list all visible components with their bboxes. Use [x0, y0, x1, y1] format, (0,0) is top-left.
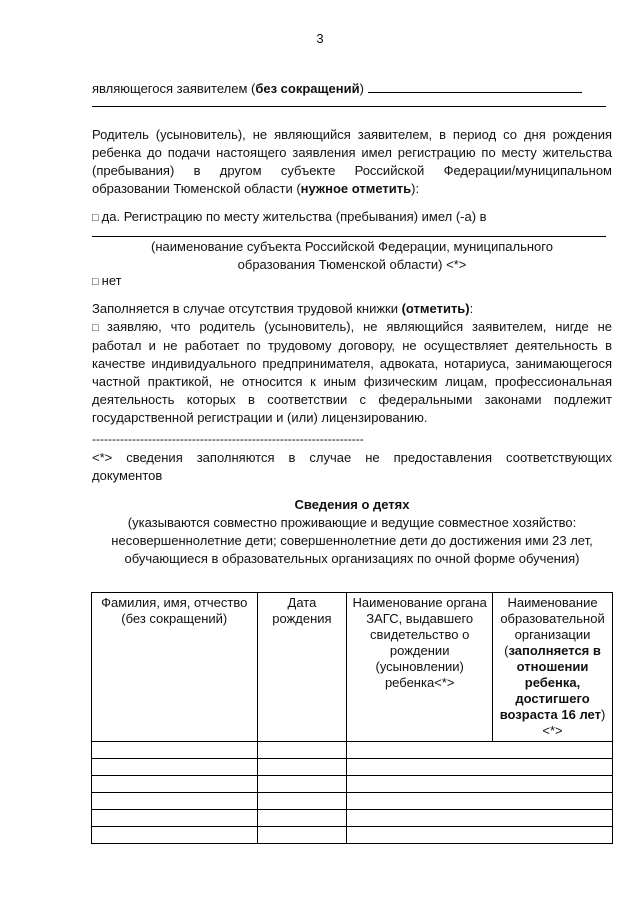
- table-row: [92, 742, 613, 759]
- parent-registration-paragraph: [92, 126, 612, 198]
- header-educational-org: [493, 593, 613, 742]
- applicant-line-text: являющегося заявителем (: [92, 81, 256, 96]
- table-cell[interactable]: [347, 810, 613, 827]
- subject-caption: (наименование субъекта Российской Федерации, муниципального образования Тюменской области) <*>: [151, 239, 553, 272]
- applicant-name-field[interactable]: [368, 78, 582, 93]
- applicant-line-bold: без сокращений: [255, 81, 360, 96]
- table-row: [92, 810, 613, 827]
- option-no-text: нет: [101, 273, 122, 288]
- no-workbook-close: :: [469, 301, 474, 316]
- table-cell[interactable]: [92, 776, 258, 793]
- children-section-title: Сведения о детях: [294, 497, 410, 512]
- applicant-name-field-continued[interactable]: [92, 106, 606, 107]
- table-cell[interactable]: [347, 776, 613, 793]
- children-table: [91, 592, 613, 844]
- option-no: [92, 272, 612, 291]
- header-educational-org-prefix: Наименование образовательной организации (: [500, 595, 605, 658]
- table-cell[interactable]: [92, 759, 258, 776]
- parent-registration-bold: нужное отметить: [300, 181, 412, 196]
- table-cell[interactable]: [257, 810, 347, 827]
- option-yes: [92, 208, 612, 227]
- checkbox-yes[interactable]: □: [92, 212, 99, 224]
- table-cell[interactable]: [257, 793, 347, 810]
- no-workbook-line: [92, 300, 612, 318]
- subject-name-field[interactable]: [92, 236, 606, 237]
- table-cell[interactable]: [257, 827, 347, 844]
- table-cell[interactable]: [257, 776, 347, 793]
- table-cell[interactable]: [92, 742, 258, 759]
- declaration-text: заявляю, что родитель (усыновитель), не являющийся заявителем, нигде не работал и не работает по трудовому договору, не осуществляет деятельность в качестве индивидуального предпринимателя, адвоката, нотариуса, занимающегося частной практикой, не относится к иным физическим лицам, профессиональная деятельность которых в соответствии с федеральными законами подлежит государственной регистрации и (или) лицензированию.: [92, 319, 612, 425]
- parent-registration-text: Родитель (усыновитель), не являющийся заявителем, в период со дня рождения ребенка до подачи настоящего заявления имел регистрацию по месту жительства (пребывания) в другом субъекте Российской Федерации/муниципальном образовании Тюменской области (: [92, 127, 612, 196]
- footnote: <*> сведения заполняются в случае не предоставления соответствующих документов: [92, 450, 612, 483]
- table-cell[interactable]: [92, 793, 258, 810]
- parent-registration-close: ):: [411, 181, 420, 196]
- declaration-paragraph: [92, 318, 612, 427]
- header-educational-org-suffix: )<*>: [542, 707, 606, 738]
- table-cell[interactable]: [347, 759, 613, 776]
- table-cell[interactable]: [347, 742, 613, 759]
- option-yes-text: да. Регистрацию по месту жительства (пребывания) имел (-а) в: [101, 209, 487, 224]
- header-birth-date: Дата рождения: [257, 593, 347, 742]
- table-header-row: [92, 593, 613, 742]
- page-number: 3: [316, 31, 324, 46]
- table-cell[interactable]: [92, 827, 258, 844]
- table-cell[interactable]: [347, 793, 613, 810]
- table-row: [92, 827, 613, 844]
- header-full-name: Фамилия, имя, отчество (без сокращений): [92, 593, 258, 742]
- no-workbook-text: Заполняется в случае отсутствия трудовой книжки: [92, 301, 402, 316]
- checkbox-declaration[interactable]: □: [92, 322, 104, 334]
- table-cell[interactable]: [92, 810, 258, 827]
- table-cell[interactable]: [347, 827, 613, 844]
- header-educational-org-bold: заполняется в отношении ребенка, достигшего возраста 16 лет: [499, 643, 601, 722]
- footnote-separator: --------------------------------------------------------------------: [92, 432, 364, 446]
- header-registry-office: Наименование органа ЗАГС, выдавшего свидетельство о рождении (усыновлении) ребенка<*>: [347, 593, 493, 742]
- checkbox-no[interactable]: □: [92, 276, 99, 288]
- no-workbook-bold: (отметить): [401, 301, 470, 316]
- table-cell[interactable]: [257, 742, 347, 759]
- table-row: [92, 776, 613, 793]
- applicant-line: [92, 78, 612, 98]
- applicant-line-close: ): [359, 81, 364, 96]
- children-section-subtitle: (указываются совместно проживающие и ведущие совместное хозяйство: несовершеннолетние дети; совершеннолетние дети до достижения ими 23 лет, обучающиеся в образовательных организациях по очной форме обучения): [111, 515, 593, 566]
- table-row: [92, 759, 613, 776]
- table-cell[interactable]: [257, 759, 347, 776]
- table-row: [92, 793, 613, 810]
